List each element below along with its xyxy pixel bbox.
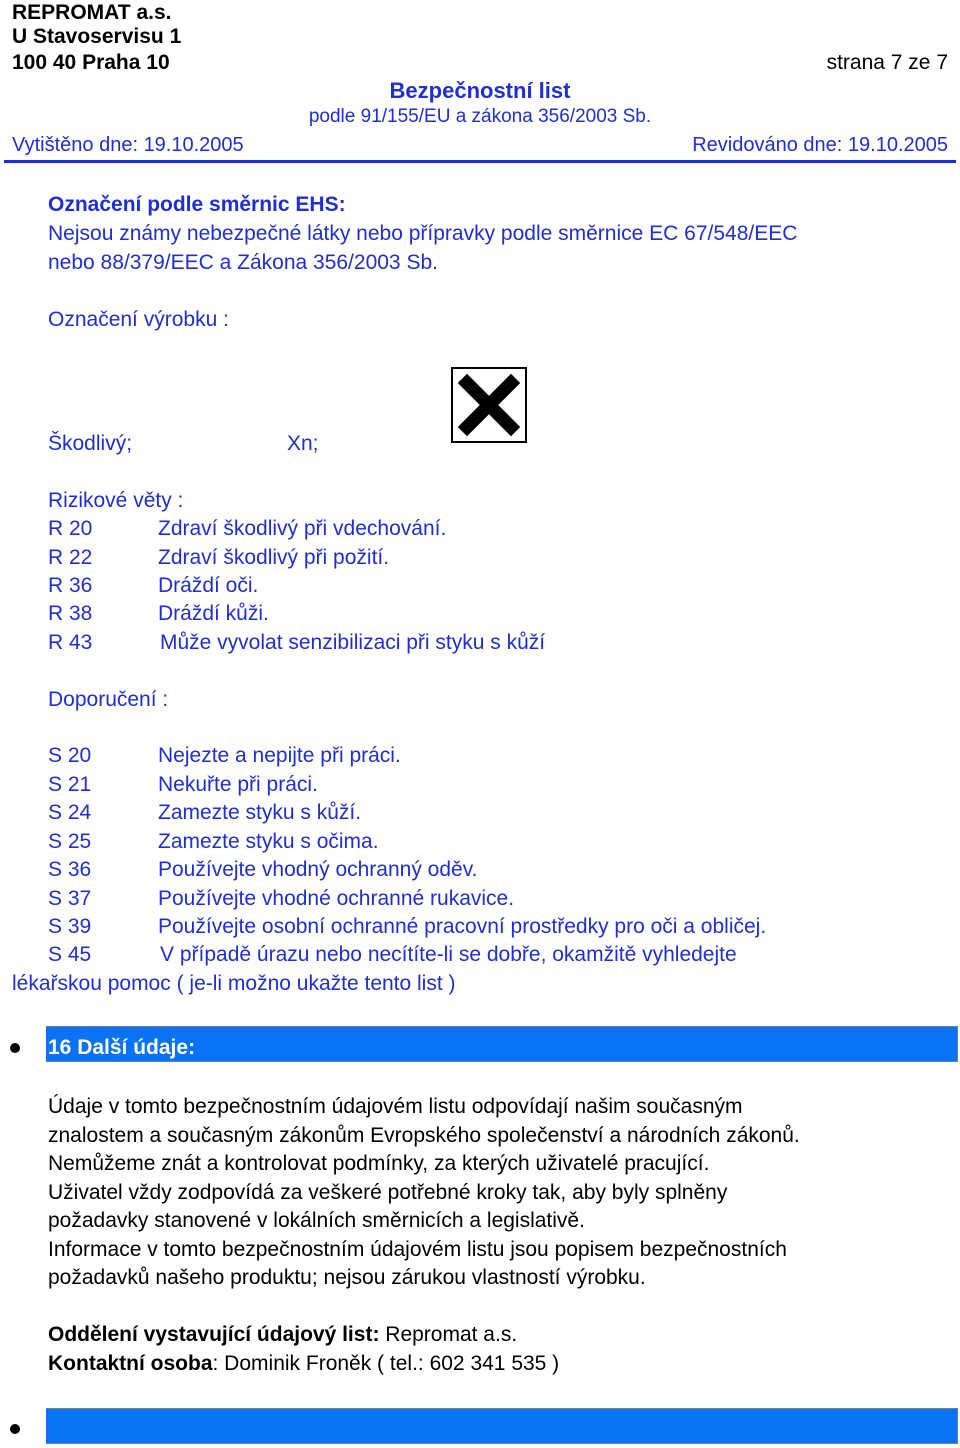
harmful-x-icon bbox=[453, 369, 525, 441]
safety-text: Používejte vhodné ochranné rukavice. bbox=[158, 887, 515, 910]
risk-text: Zdraví škodlivý při požití. bbox=[158, 546, 390, 569]
list-item bbox=[0, 743, 960, 769]
safety-text: Nekuřte při práci. bbox=[158, 773, 318, 796]
list-item bbox=[0, 545, 960, 571]
risk-text: Zdraví škodlivý při vdechování. bbox=[158, 517, 447, 540]
ehs-line-1: Nejsou známy nebezpečné látky nebo přípravky podle směrnice EC 67/548/EEC bbox=[48, 222, 798, 245]
ehs-line-2: nebo 88/379/EEC a Zákona 356/2003 Sb. bbox=[48, 251, 438, 274]
bullet-icon bbox=[10, 1043, 20, 1053]
contact-person-value: : Dominik Froněk ( tel.: 602 341 535 ) bbox=[212, 1352, 560, 1375]
issuing-department-label: Oddělení vystavující údajový list: bbox=[48, 1323, 380, 1346]
list-item bbox=[0, 857, 960, 883]
risk-code: R 20 bbox=[48, 517, 93, 540]
risk-heading: Rizikové věty : bbox=[48, 489, 184, 512]
company-street: U Stavoservisu 1 bbox=[12, 25, 182, 48]
safety-text: Používejte osobní ochranné pracovní prostředky pro oči a obličej. bbox=[158, 915, 767, 938]
risk-code: R 43 bbox=[48, 631, 93, 654]
company-city: 100 40 Praha 10 bbox=[12, 51, 170, 74]
safety-code: S 24 bbox=[48, 801, 92, 824]
header-divider bbox=[4, 160, 956, 163]
safety-code: S 21 bbox=[48, 773, 92, 796]
risk-code: R 38 bbox=[48, 602, 93, 625]
safety-code: S 25 bbox=[48, 830, 92, 853]
product-label: Označení výrobku : bbox=[48, 308, 229, 331]
document-title: Bezpečnostní list bbox=[389, 78, 571, 103]
list-item bbox=[0, 573, 960, 599]
safety-text: Zamezte styku s kůží. bbox=[158, 801, 362, 824]
list-item bbox=[0, 772, 960, 798]
safety-text: Používejte vhodný ochranný oděv. bbox=[158, 858, 478, 881]
page-number: strana 7 ze 7 bbox=[826, 51, 948, 74]
risk-code: R 36 bbox=[48, 574, 93, 597]
list-item bbox=[0, 886, 960, 912]
list-item bbox=[0, 601, 960, 627]
safety-code: S 36 bbox=[48, 858, 92, 881]
hazard-symbol-code: Xn; bbox=[287, 432, 319, 455]
list-item bbox=[0, 942, 960, 968]
printed-date: Vytištěno dne: 19.10.2005 bbox=[12, 134, 244, 156]
safety-text: Nejezte a nepijte při práci. bbox=[158, 744, 401, 767]
risk-text: Může vyvolat senzibilizaci při styku s kůží bbox=[160, 631, 546, 654]
document-subtitle: podle 91/155/EU a zákona 356/2003 Sb. bbox=[308, 106, 652, 127]
safety-code: S 39 bbox=[48, 915, 92, 938]
safety-code: S 45 bbox=[48, 943, 92, 966]
list-item bbox=[0, 914, 960, 940]
paragraph-line: požadavků našeho produktu; nejsou zárukou vlastností výrobku. bbox=[48, 1266, 646, 1289]
section-16-title: 16 Další údaje: bbox=[48, 1036, 196, 1059]
safety-heading: Doporučení : bbox=[48, 688, 169, 711]
revised-date: Revidováno dne: 19.10.2005 bbox=[692, 134, 948, 156]
hazard-symbol bbox=[451, 367, 527, 443]
risk-text: Dráždí oči. bbox=[158, 574, 259, 597]
company-name: REPROMAT a.s. bbox=[12, 1, 172, 24]
paragraph-line: Údaje v tomto bezpečnostním údajovém listu odpovídají našim současným bbox=[48, 1095, 743, 1118]
list-item bbox=[0, 829, 960, 855]
safety-continuation: lékařskou pomoc ( je-li možno ukažte tento list ) bbox=[12, 972, 456, 995]
harmful-label: Škodlivý; bbox=[48, 432, 133, 455]
list-item bbox=[0, 800, 960, 826]
safety-text: V případě úrazu nebo necítíte-li se dobře, okamžitě vyhledejte bbox=[160, 943, 737, 966]
safety-code: S 37 bbox=[48, 887, 92, 910]
issuing-department-value: Repromat a.s. bbox=[379, 1323, 518, 1346]
safety-text: Zamezte styku s očima. bbox=[158, 830, 379, 853]
issuing-department bbox=[48, 1322, 517, 1347]
paragraph-line: znalostem a současným zákonům Evropského společenství a národních zákonů. bbox=[48, 1124, 800, 1147]
risk-text: Dráždí kůži. bbox=[158, 602, 269, 625]
paragraph-line: požadavky stanovené v lokálních směrnicích a legislativě. bbox=[48, 1209, 585, 1232]
ehs-heading: Označení podle směrnic EHS: bbox=[48, 193, 346, 216]
list-item bbox=[0, 630, 960, 656]
paragraph-line: Nemůžeme znát a kontrolovat podmínky, za kterých uživatelé pracující. bbox=[48, 1152, 710, 1175]
bullet-icon bbox=[10, 1424, 20, 1434]
footer-bar bbox=[4, 1408, 958, 1444]
contact-person-label: Kontaktní osoba bbox=[48, 1352, 213, 1375]
risk-code: R 22 bbox=[48, 546, 93, 569]
paragraph-line: Uživatel vždy zodpovídá za veškeré potřebné kroky tak, aby byly splněny bbox=[48, 1181, 728, 1204]
contact-person bbox=[48, 1351, 559, 1376]
list-item bbox=[0, 516, 960, 542]
safety-code: S 20 bbox=[48, 744, 92, 767]
paragraph-line: Informace v tomto bezpečnostním údajovém listu jsou popisem bezpečnostních bbox=[48, 1238, 787, 1261]
